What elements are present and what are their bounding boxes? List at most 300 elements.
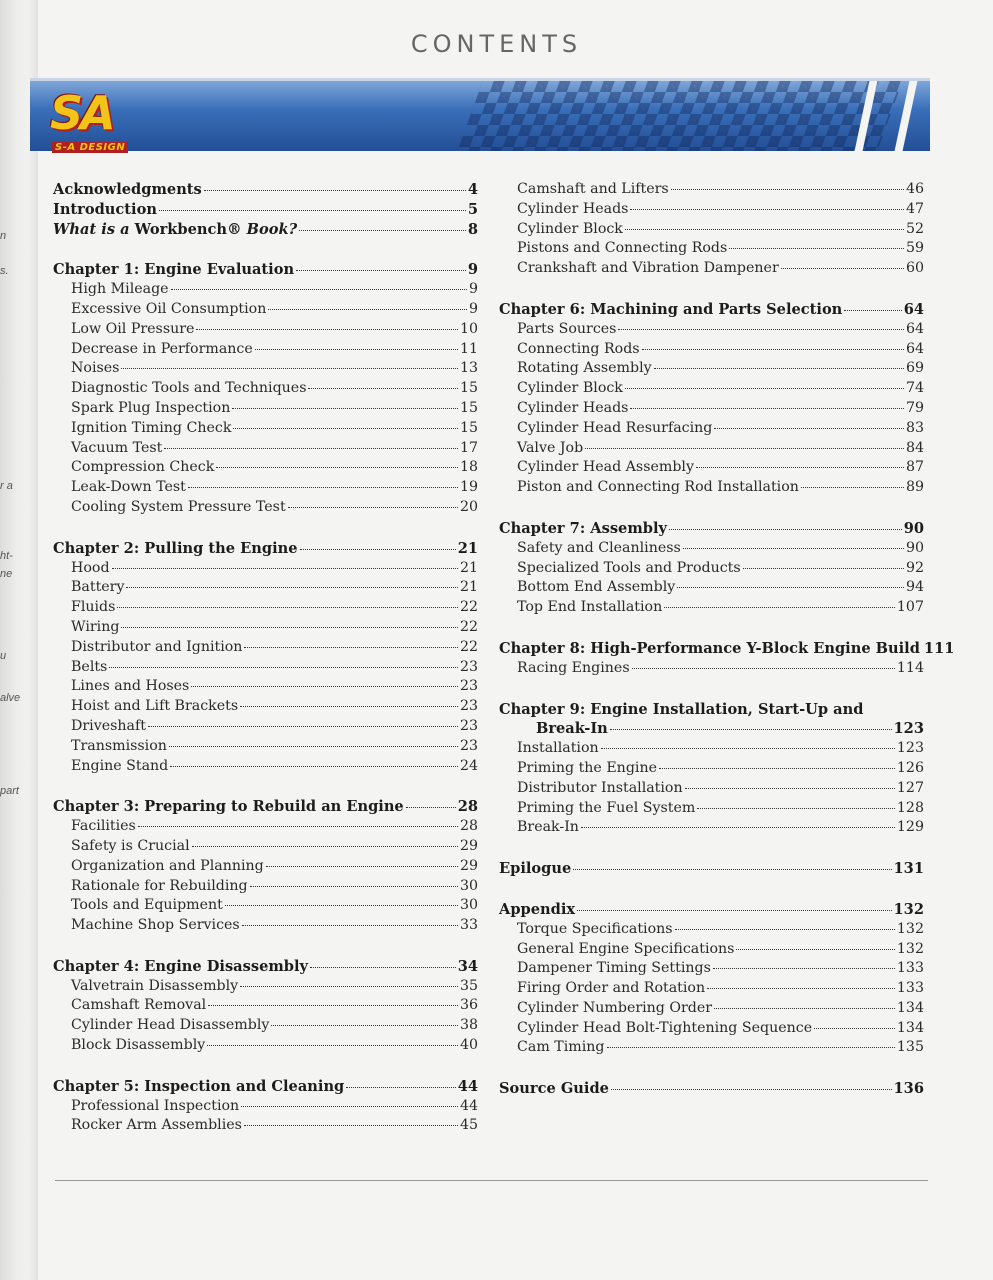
dot-leader: [121, 627, 458, 628]
toc-entry-label: Chapter 6: Machining and Parts Selection: [499, 300, 843, 318]
toc-section-entry[interactable]: [53, 1116, 478, 1136]
toc-entry-label: Crankshaft and Vibration Dampener: [517, 260, 779, 277]
toc-chapter-entry[interactable]: [53, 539, 478, 559]
toc-entry-label: Battery: [71, 579, 125, 596]
toc-section-entry[interactable]: [499, 940, 924, 960]
toc-section-entry[interactable]: [499, 959, 924, 979]
dot-leader: [268, 309, 467, 310]
toc-entry-label-italic: Book?: [246, 220, 298, 238]
header-banner: [30, 78, 930, 151]
toc-entry-label: Wiring: [71, 618, 120, 635]
toc-page-number: 21: [459, 559, 478, 576]
toc-section-entry[interactable]: [499, 200, 924, 220]
dot-leader: [671, 189, 904, 190]
toc-page-number: 132: [896, 940, 924, 957]
toc-section-entry[interactable]: [53, 559, 478, 579]
toc-section-entry[interactable]: [53, 439, 478, 459]
toc-page-number: 47: [905, 200, 924, 217]
toc-entry-label: Hoist and Lift Brackets: [71, 698, 239, 715]
dot-leader: [126, 587, 457, 588]
dot-leader: [743, 568, 904, 569]
toc-page-number: 8: [467, 220, 478, 238]
toc-entry-label: Torque Specifications: [517, 920, 673, 937]
dot-leader: [814, 1028, 895, 1029]
toc-page-number: 94: [905, 579, 924, 596]
toc-section-entry[interactable]: [53, 977, 478, 997]
toc-entry-label: Safety and Cleanliness: [517, 539, 681, 556]
toc-entry-label: Epilogue: [499, 860, 572, 878]
toc-entry-label: Chapter 4: Engine Disassembly: [53, 957, 309, 975]
toc-section-entry[interactable]: [499, 759, 924, 779]
toc-page-number: 74: [905, 380, 924, 397]
dot-leader: [169, 746, 458, 747]
toc-entry-label: Racing Engines: [517, 659, 630, 676]
toc-section-entry[interactable]: [53, 399, 478, 419]
toc-section-entry[interactable]: [53, 379, 478, 399]
dot-leader: [611, 1089, 892, 1090]
toc-entry-label: Cylinder Head Disassembly: [71, 1017, 270, 1034]
toc-spacer: [499, 1058, 924, 1079]
toc-entry-label: Fluids: [71, 599, 116, 616]
toc-section-entry[interactable]: [499, 818, 924, 838]
toc-page-number: 127: [896, 779, 924, 796]
toc-page-number: 64: [903, 300, 924, 318]
dot-leader: [204, 190, 466, 191]
toc-left-column: [53, 180, 478, 1136]
toc-entry-label: Belts: [71, 658, 108, 675]
toc-page-number: 30: [459, 877, 478, 894]
toc-section-entry[interactable]: [53, 320, 478, 340]
toc-page-number: 21: [459, 579, 478, 596]
toc-chapter-entry[interactable]: [499, 859, 924, 879]
dot-leader: [244, 1125, 458, 1126]
dot-leader: [117, 607, 458, 608]
toc-chapter-entry[interactable]: [53, 797, 478, 817]
toc-right-column: [499, 180, 955, 1099]
dot-leader: [642, 349, 904, 350]
toc-section-entry[interactable]: [499, 340, 924, 360]
gutter-text-fragment: r a: [0, 480, 13, 492]
toc-section-entry[interactable]: [499, 478, 924, 498]
toc-entry-label: Specialized Tools and Products: [517, 559, 741, 576]
toc-spacer: [53, 518, 478, 539]
toc-section-entry[interactable]: [499, 999, 924, 1019]
toc-page-number: 29: [459, 857, 478, 874]
toc-section-entry[interactable]: [53, 638, 478, 658]
dot-leader: [240, 706, 458, 707]
dot-leader: [696, 467, 904, 468]
toc-entry-label: Engine Stand: [71, 757, 169, 774]
toc-spacer: [499, 879, 924, 900]
dot-leader: [191, 686, 458, 687]
toc-page-number: 22: [459, 618, 478, 635]
toc-page-number: 5: [467, 200, 478, 218]
toc-entry-label: Cylinder Block: [517, 220, 623, 237]
dot-leader: [216, 467, 458, 468]
toc-entry-label: Installation: [517, 740, 599, 757]
toc-section-entry[interactable]: [53, 280, 478, 300]
dot-leader: [607, 1047, 895, 1048]
toc-entry-label: Vacuum Test: [71, 439, 163, 456]
toc-entry-label: Chapter 2: Pulling the Engine: [53, 539, 298, 557]
toc-section-entry[interactable]: [499, 180, 924, 200]
dot-leader: [664, 607, 895, 608]
toc-page-number: 20: [459, 498, 478, 515]
toc-entry-label: Driveshaft: [71, 717, 146, 734]
toc-page-number: 15: [459, 380, 478, 397]
toc-page-number: 36: [459, 997, 478, 1014]
dot-leader: [250, 886, 458, 887]
toc-page-number: 40: [459, 1037, 478, 1054]
dot-leader: [271, 1025, 458, 1026]
dot-leader: [300, 549, 456, 550]
dot-leader: [625, 388, 904, 389]
toc-entry-label: Spark Plug Inspection: [71, 399, 231, 416]
dot-leader: [577, 910, 891, 911]
toc-entry-label: Valve Job: [517, 439, 584, 456]
toc-section-entry[interactable]: [53, 419, 478, 439]
toc-spacer: [499, 279, 924, 300]
toc-entry-label: Leak-Down Test: [71, 479, 186, 496]
toc-entry-label: Valvetrain Disassembly: [71, 977, 239, 994]
toc-section-entry[interactable]: [499, 779, 924, 799]
toc-page-number: 45: [459, 1117, 478, 1134]
toc-chapter-heading: Chapter 9: Engine Installation, Start-Up and: [499, 700, 864, 718]
dot-leader: [685, 788, 895, 789]
gutter-text-fragment: ne: [0, 568, 13, 580]
toc-page-number: 23: [459, 717, 478, 734]
toc-page-number: 23: [459, 737, 478, 754]
toc-section-entry[interactable]: [53, 877, 478, 897]
toc-chapter-entry[interactable]: [499, 519, 924, 539]
toc-entry-label: Firing Order and Rotation: [517, 980, 706, 997]
toc-chapter-entry[interactable]: [499, 719, 924, 739]
toc-entry-label: Compression Check: [71, 459, 215, 476]
toc-entry-label: Cylinder Head Resurfacing: [517, 419, 713, 436]
toc-entry-label: Rationale for Rebuilding: [71, 877, 248, 894]
dot-leader: [138, 826, 458, 827]
dot-leader: [654, 368, 904, 369]
toc-page-number: 133: [896, 980, 924, 997]
toc-section-entry[interactable]: [499, 320, 924, 340]
toc-section-entry[interactable]: [499, 419, 924, 439]
toc-section-entry[interactable]: [499, 598, 924, 618]
toc-page-number: 24: [459, 757, 478, 774]
gutter-text-fragment: ht-: [0, 550, 13, 562]
publisher-logo: [48, 86, 138, 156]
dot-leader: [109, 667, 458, 668]
toc-entry-label: Transmission: [71, 737, 167, 754]
toc-entry-label: Cylinder Head Assembly: [517, 459, 694, 476]
toc-page-number: 46: [905, 181, 924, 197]
dot-leader: [781, 268, 904, 269]
dot-leader: [618, 329, 903, 330]
toc-entry-label: Source Guide: [499, 1080, 609, 1098]
footer-rule: [55, 1180, 928, 1181]
toc-chapter-entry[interactable]: [53, 220, 478, 240]
dot-leader: [729, 248, 904, 249]
dot-leader: [196, 329, 458, 330]
toc-page-number: 35: [459, 977, 478, 994]
dot-leader: [121, 368, 457, 369]
toc-section-entry[interactable]: [53, 1016, 478, 1036]
toc-entry-label: Lines and Hoses: [71, 678, 190, 695]
gutter-text-fragment: n: [0, 230, 7, 242]
toc-chapter-entry[interactable]: [499, 900, 924, 920]
toc-section-entry[interactable]: [499, 920, 924, 940]
toc-page-number: 134: [896, 999, 924, 1016]
dot-leader: [208, 1005, 458, 1006]
toc-entry-label: Break-In: [517, 819, 579, 836]
toc-section-entry[interactable]: [53, 996, 478, 1016]
toc-section-entry[interactable]: [53, 757, 478, 777]
toc-entry-label: Cam Timing: [517, 1039, 605, 1056]
toc-entry-label: Introduction: [53, 200, 157, 218]
checkered-flag-pattern: [457, 81, 902, 151]
toc-chapter-entry[interactable]: [53, 200, 478, 220]
toc-page-number: 126: [896, 759, 924, 776]
toc-entry-label: Decrease in Performance: [71, 340, 253, 357]
dot-leader: [188, 487, 458, 488]
toc-chapter-entry[interactable]: [53, 180, 478, 200]
toc-section-entry[interactable]: [53, 1097, 478, 1117]
gutter-text-fragment: u: [0, 650, 7, 662]
toc-entry-label: Top End Installation: [517, 599, 663, 616]
dot-leader: [112, 568, 458, 569]
toc-entry-label: Cylinder Head Bolt-Tightening Sequence: [517, 1019, 813, 1036]
toc-chapter-entry[interactable]: [53, 957, 478, 977]
toc-entry-label: Safety is Crucial: [71, 837, 190, 854]
toc-section-entry[interactable]: [499, 359, 924, 379]
toc-spacer: [53, 776, 478, 797]
toc-section-entry[interactable]: [53, 478, 478, 498]
toc-page-number: 15: [459, 419, 478, 436]
toc-entry-label: Machine Shop Services: [71, 917, 240, 934]
toc-entry-label: Priming the Fuel System: [517, 799, 696, 816]
toc-section-entry[interactable]: [499, 1019, 924, 1039]
toc-entry-label: Pistons and Connecting Rods: [517, 240, 728, 257]
toc-page-number: 133: [896, 960, 924, 977]
toc-section-entry[interactable]: [53, 837, 478, 857]
toc-entry-label: Cylinder Heads: [517, 399, 629, 416]
toc-page-number: 23: [459, 678, 478, 695]
toc-section-entry[interactable]: [53, 896, 478, 916]
toc-entry-label: Excessive Oil Consumption: [71, 300, 267, 317]
dot-leader: [225, 905, 458, 906]
toc-spacer: [499, 618, 924, 639]
toc-entry-label: Diagnostic Tools and Techniques: [71, 380, 307, 397]
dot-leader: [581, 827, 895, 828]
toc-chapter-entry[interactable]: [499, 1079, 924, 1099]
toc-entry-label: Cylinder Numbering Order: [517, 999, 713, 1016]
toc-page-number: 23: [459, 698, 478, 715]
dot-leader: [308, 388, 457, 389]
dot-leader: [601, 748, 895, 749]
toc-entry-label: Chapter 7: Assembly: [499, 519, 668, 537]
toc-page-number: 123: [893, 720, 924, 738]
toc-page-number: 114: [896, 659, 924, 676]
toc-section-entry[interactable]: [499, 439, 924, 459]
toc-entry-label: Cylinder Heads: [517, 200, 629, 217]
page-title: CONTENTS: [410, 30, 583, 58]
toc-page-number: 21: [457, 539, 478, 557]
toc-entry-label: Organization and Planning: [71, 857, 264, 874]
toc-entry-label: Distributor Installation: [517, 779, 683, 796]
toc-entry-label: Professional Inspection: [71, 1097, 240, 1114]
toc-section-entry[interactable]: [53, 817, 478, 837]
toc-entry-label: Dampener Timing Settings: [517, 960, 711, 977]
toc-page-number: 134: [896, 1019, 924, 1036]
toc-section-entry[interactable]: [53, 717, 478, 737]
dot-leader: [233, 428, 457, 429]
dot-leader: [844, 310, 901, 311]
toc-section-entry[interactable]: [499, 799, 924, 819]
dot-leader: [625, 229, 904, 230]
toc-page-number: 107: [896, 599, 924, 616]
toc-entry-label: Rotating Assembly: [517, 360, 652, 377]
toc-entry-label: Parts Sources: [517, 320, 617, 337]
toc-section-entry[interactable]: [53, 598, 478, 618]
toc-page-number: 87: [905, 459, 924, 476]
toc-page-number: 89: [905, 479, 924, 496]
toc-section-entry[interactable]: [53, 697, 478, 717]
toc-page-number: 18: [459, 459, 478, 476]
toc-page-number: 33: [459, 917, 478, 934]
toc-page-number: 22: [459, 638, 478, 655]
toc-spacer: [499, 679, 924, 700]
dot-leader: [299, 230, 466, 231]
toc-entry-label: [53, 220, 297, 240]
dot-leader: [148, 726, 458, 727]
toc-section-entry[interactable]: [499, 739, 924, 759]
toc-page-number: 52: [905, 220, 924, 237]
toc-section-entry[interactable]: [499, 539, 924, 559]
toc-section-entry[interactable]: [53, 916, 478, 936]
toc-section-entry[interactable]: [499, 659, 924, 679]
dot-leader: [659, 768, 895, 769]
toc-entry-label: Facilities: [71, 818, 136, 835]
dot-leader: [610, 729, 892, 730]
toc-page-number: 132: [893, 900, 924, 918]
toc-entry-label: Cylinder Block: [517, 380, 623, 397]
toc-page-number: 28: [457, 798, 478, 816]
toc-page-number: 64: [905, 340, 924, 357]
toc-entry-label: Priming the Engine: [517, 759, 657, 776]
dot-leader: [255, 349, 458, 350]
toc-section-entry[interactable]: [499, 559, 924, 579]
toc-section-entry[interactable]: [53, 578, 478, 598]
book-gutter: [0, 0, 38, 1280]
dot-leader: [296, 270, 466, 271]
dot-leader: [713, 968, 895, 969]
dot-leader: [707, 988, 895, 989]
toc-page-number: 136: [893, 1080, 924, 1098]
toc-section-entry[interactable]: [53, 658, 478, 678]
toc-section-entry[interactable]: [53, 498, 478, 518]
toc-section-entry[interactable]: [499, 979, 924, 999]
toc-page-number: 83: [905, 419, 924, 436]
toc-section-entry[interactable]: [499, 239, 924, 259]
toc-page-number: 22: [459, 599, 478, 616]
toc-section-entry[interactable]: [53, 458, 478, 478]
toc-page-number: 19: [459, 479, 478, 496]
toc-entry-label: Acknowledgments: [53, 181, 202, 198]
toc-page-number: 11: [459, 340, 478, 357]
toc-entry-label: Cooling System Pressure Test: [71, 498, 286, 515]
gutter-text-fragment: alve: [0, 692, 21, 704]
toc-section-entry[interactable]: [53, 359, 478, 379]
dot-leader: [406, 807, 456, 808]
toc-section-entry[interactable]: [53, 677, 478, 697]
toc-section-entry[interactable]: [53, 1036, 478, 1056]
toc-page-number: 128: [896, 799, 924, 816]
toc-section-entry[interactable]: [53, 857, 478, 877]
toc-page-number: 90: [905, 539, 924, 556]
dot-leader: [266, 866, 458, 867]
toc-chapter-entry[interactable]: [499, 300, 924, 320]
toc-section-entry[interactable]: [53, 618, 478, 638]
dot-leader: [736, 949, 894, 950]
toc-page-number: 44: [457, 1077, 478, 1095]
toc-page-number: 132: [896, 920, 924, 937]
toc-section-entry[interactable]: [499, 220, 924, 240]
toc-page-number: 23: [459, 658, 478, 675]
toc-page-number: 10: [459, 320, 478, 337]
toc-entry-label: Camshaft and Lifters: [517, 181, 669, 197]
toc-chapter-entry[interactable]: [53, 1077, 478, 1097]
toc-section-entry[interactable]: [53, 300, 478, 320]
toc-section-entry[interactable]: [53, 340, 478, 360]
toc-entry-label: Bottom End Assembly: [517, 579, 676, 596]
toc-section-entry[interactable]: [499, 399, 924, 419]
toc-chapter-entry[interactable]: [53, 260, 478, 280]
dot-leader: [159, 210, 466, 211]
toc-section-entry[interactable]: [499, 458, 924, 478]
dot-leader: [240, 986, 458, 987]
toc-chapter-entry[interactable]: [499, 639, 955, 659]
toc-section-entry[interactable]: [499, 259, 924, 279]
toc-page-number: 4: [467, 181, 478, 198]
toc-page-number: 84: [905, 439, 924, 456]
toc-page-number: 44: [459, 1097, 478, 1114]
toc-spacer: [53, 1056, 478, 1077]
toc-section-entry[interactable]: [499, 379, 924, 399]
dot-leader: [241, 1106, 458, 1107]
toc-section-entry[interactable]: [499, 1038, 924, 1058]
dot-leader: [573, 869, 891, 870]
toc-section-entry[interactable]: [499, 578, 924, 598]
dot-leader: [683, 548, 904, 549]
dot-leader: [346, 1087, 455, 1088]
dot-leader: [801, 487, 904, 488]
toc-entry-label: High Mileage: [71, 281, 169, 298]
toc-section-entry[interactable]: [53, 737, 478, 757]
toc-page-number: 69: [905, 360, 924, 377]
toc-entry-label: Chapter 8: High-Performance Y-Block Engine Build: [499, 639, 920, 657]
toc-entry-label-text: Workbench®: [129, 220, 247, 238]
dot-leader: [170, 766, 458, 767]
toc-entry-label: Break-In: [536, 720, 608, 738]
dot-leader: [244, 647, 458, 648]
toc-entry-label: Connecting Rods: [517, 340, 640, 357]
gutter-text-fragment: part: [0, 785, 19, 797]
toc-page-number: 9: [467, 261, 478, 279]
toc-page-number: 30: [459, 897, 478, 914]
toc-spacer: [499, 498, 924, 519]
toc-entry-label: Chapter 1: Engine Evaluation: [53, 261, 295, 279]
toc-page-number: 13: [459, 360, 478, 377]
toc-entry-label: Chapter 5: Inspection and Cleaning: [53, 1077, 345, 1095]
